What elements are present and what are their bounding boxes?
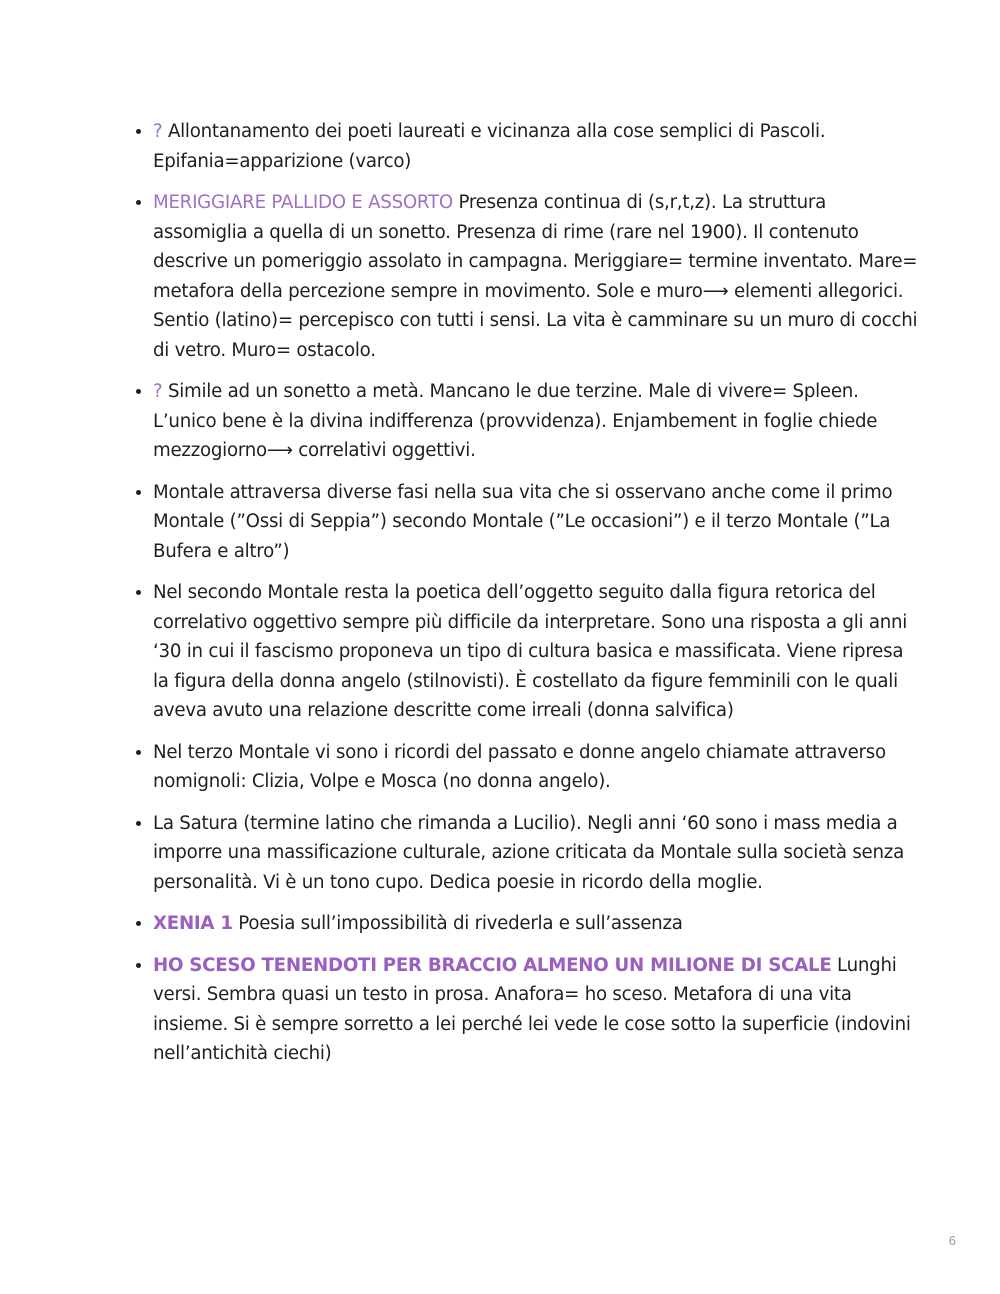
list-item (153, 377, 923, 466)
item-highlight: XENIA 1 (153, 913, 233, 934)
item-text: Simile ad un sonetto a metà. Mancano le due terzine. Male di vivere= Spleen. L’unico bene è la divina indifferenza (provvidenza). Enjambement in foglie chiede mezzogiorno⟶ correlativi oggettivi. (153, 381, 878, 461)
notes-list (118, 117, 923, 1081)
item-text: Allontanamento dei poeti laureati e vicinanza alla cose semplici di Pascoli. Epifania=apparizione (varco) (153, 121, 826, 172)
list-item (153, 578, 923, 726)
page-number: 6 (948, 1233, 956, 1248)
list-item (153, 951, 923, 1069)
item-highlight: ? (153, 381, 163, 402)
item-text: Nel terzo Montale vi sono i ricordi del passato e donne angelo chiamate attraverso nomignoli: Clizia, Volpe e Mosca (no donna angelo). (153, 741, 886, 792)
item-highlight: HO SCESO TENENDOTI PER BRACCIO ALMENO UN MILIONE DI SCALE (153, 954, 832, 976)
item-text: Lunghi versi. Sembra quasi un testo in prosa. Anafora= ho sceso. Metafora di una vita insieme. Si è sempre sorretto a lei perché lei vede le cose sotto la superficie (indovini nell’antichità ciechi) (153, 954, 911, 1064)
item-highlight: MERIGGIARE PALLIDO E ASSORTO (153, 192, 453, 213)
list-item (153, 117, 923, 176)
item-text: Presenza continua di (s,r,t,z). La struttura assomiglia a quella di un sonetto. Presenza di rime (rare nel 1900). Il contenuto descrive un pomeriggio assolato in campagna. Meriggiare= termine inventato. Mare= metafora della percezione sempre in movimento. Sole e muro⟶ elementi allegorici. Sentio (latino)= percepisco con tutti i sensi. La vita è camminare su un muro di cocchi di vetro. Muro= ostacolo. (153, 192, 918, 361)
item-text: Nel secondo Montale resta la poetica dell’oggetto seguito dalla figura retorica del correlativo oggettivo sempre più difficile da interpretare. Sono una risposta a gli anni ‘30 in cui il fascismo proponeva un tipo di cultura basica e massificata. Viene ripresa la figura della donna angelo (stilnovisti). È costellato da figure femminili con le quali aveva avuto una relazione descritte come irreali (donna salvifica) (153, 582, 908, 721)
list-item (153, 738, 923, 797)
item-highlight: ? (153, 121, 163, 142)
item-text: Montale attraversa diverse fasi nella sua vita che si osservano anche come il primo Montale (”Ossi di Seppia”) secondo Montale (”Le occasioni”) e il terzo Montale (”La Bufera e altro”) (153, 481, 893, 562)
list-item (153, 809, 923, 898)
list-item (153, 478, 923, 567)
item-text: La Satura (termine latino che rimanda a Lucilio). Negli anni ‘60 sono i mass media a imporre una massificazione culturale, azione criticata da Montale sulla società senza personalità. Vi è un tono cupo. Dedica poesie in ricordo della moglie. (153, 812, 904, 893)
list-item (153, 188, 923, 365)
item-text: Poesia sull’impossibilità di rivederla e sull’assenza (232, 913, 683, 934)
list-item (153, 909, 923, 939)
